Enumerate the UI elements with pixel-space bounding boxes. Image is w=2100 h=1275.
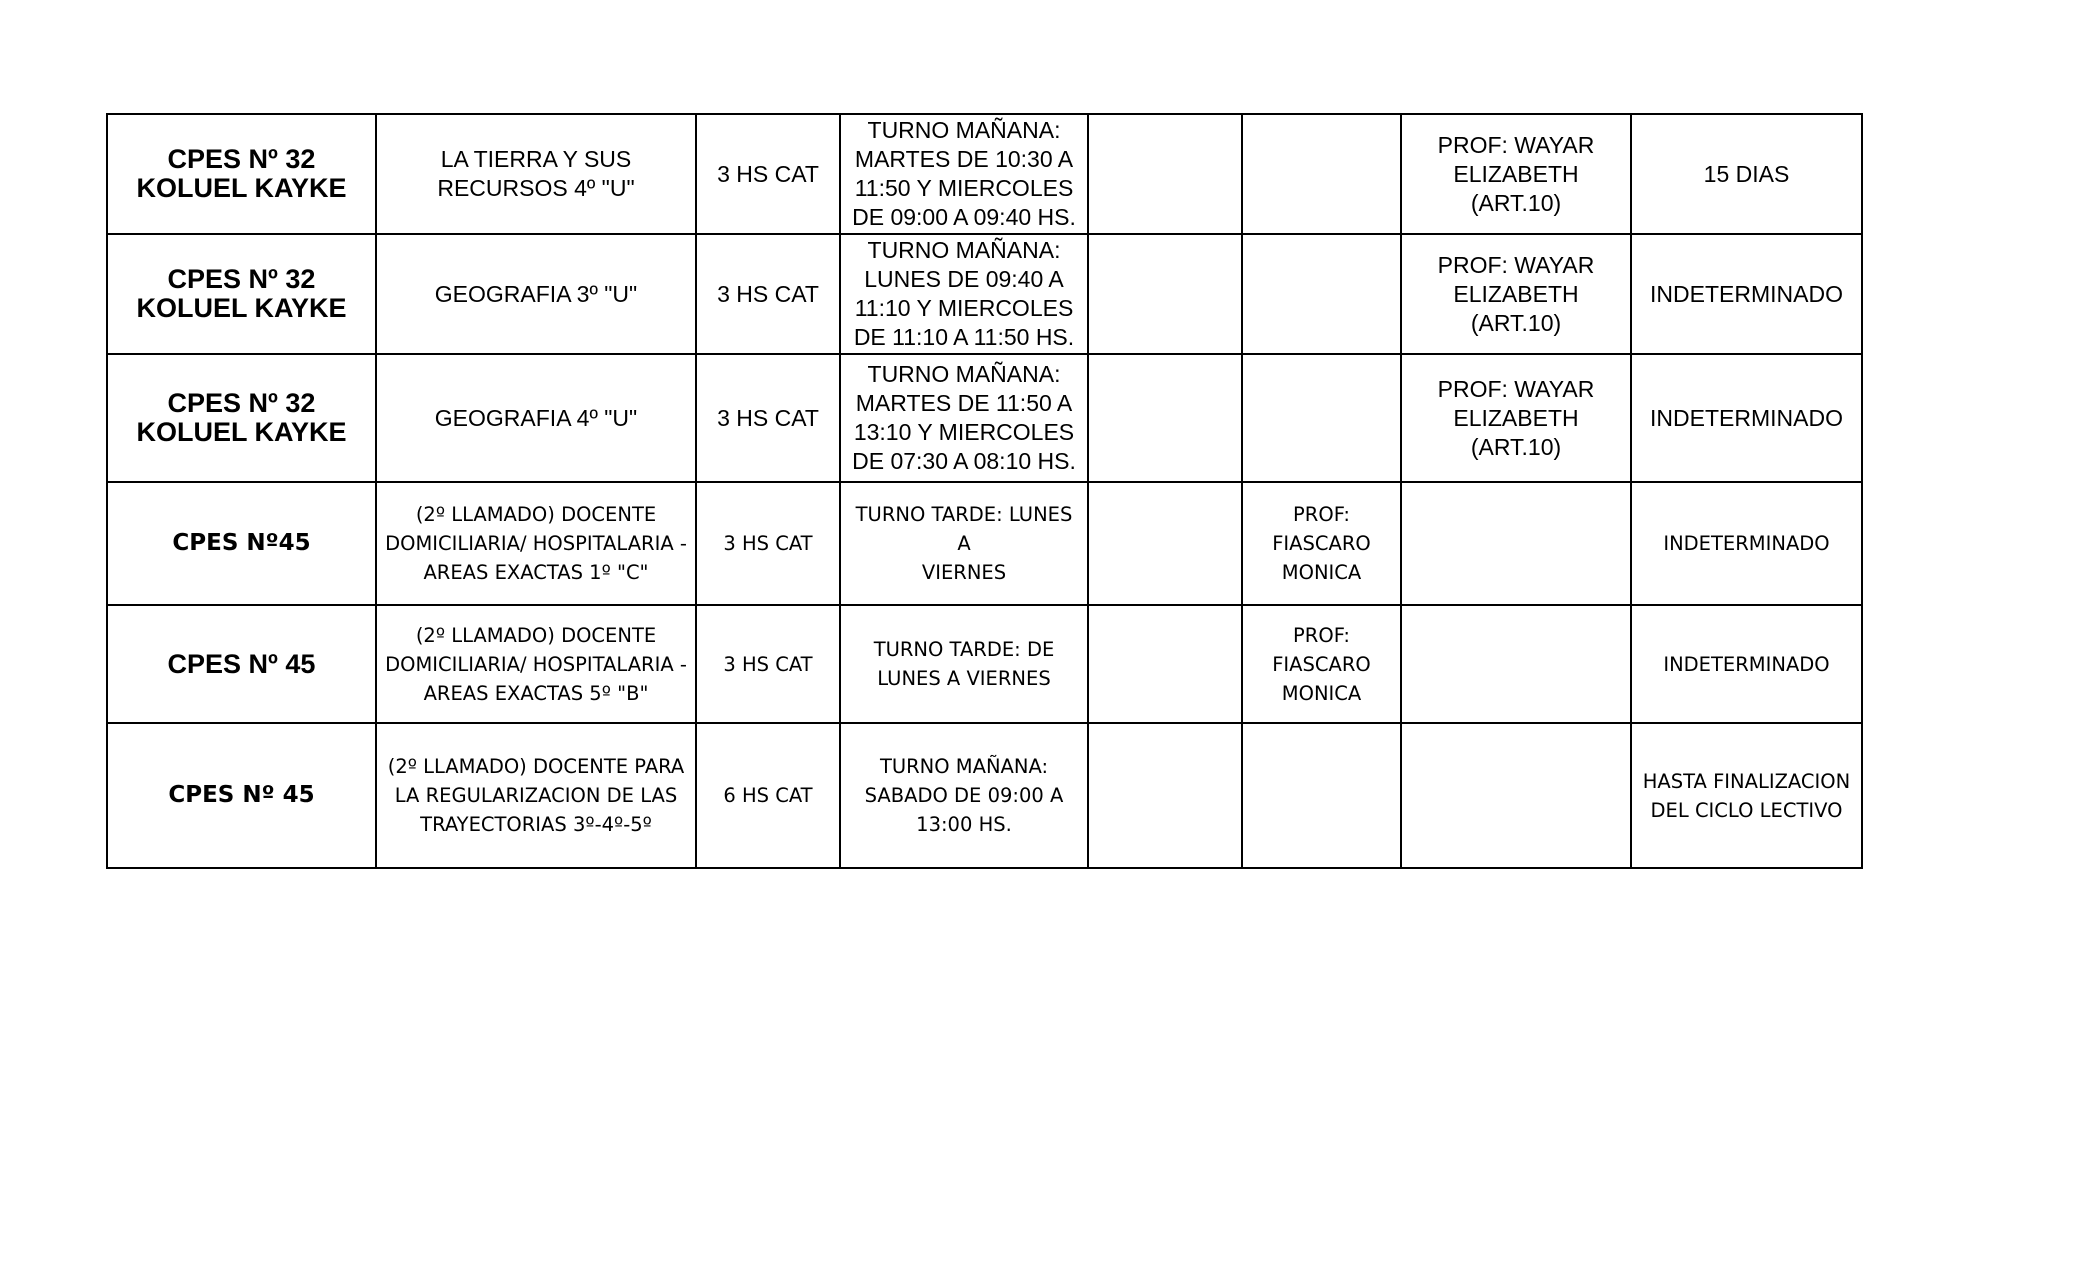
table-row xyxy=(107,482,1862,605)
empty-cell xyxy=(1088,114,1242,234)
previous-teacher-cell xyxy=(1242,114,1401,234)
empty-cell xyxy=(1088,723,1242,868)
schedule-cell: TURNO MAÑANA: MARTES DE 10:30 A 11:50 Y MIERCOLES DE 09:00 A 09:40 HS. xyxy=(840,114,1088,234)
duration-cell: HASTA FINALIZACION DEL CICLO LECTIVO xyxy=(1631,723,1862,868)
subject-cell: GEOGRAFIA 3º "U" xyxy=(376,234,696,354)
duration-cell: INDETERMINADO xyxy=(1631,234,1862,354)
hours-cell: 3 HS CAT xyxy=(696,234,840,354)
table-row xyxy=(107,354,1862,482)
vacancies-table xyxy=(106,113,1863,869)
school-cell: CPES Nº 32 KOLUEL KAYKE xyxy=(107,354,376,482)
table-row xyxy=(107,723,1862,868)
hours-cell: 3 HS CAT xyxy=(696,482,840,605)
teacher-cell: PROF: WAYAR ELIZABETH (ART.10) xyxy=(1401,114,1631,234)
duration-cell: INDETERMINADO xyxy=(1631,354,1862,482)
duration-cell: 15 DIAS xyxy=(1631,114,1862,234)
school-cell: CPES Nº 45 xyxy=(107,723,376,868)
subject-cell: (2º LLAMADO) DOCENTE PARA LA REGULARIZACION DE LAS TRAYECTORIAS 3º-4º-5º xyxy=(376,723,696,868)
schedule-cell: TURNO MAÑANA: LUNES DE 09:40 A 11:10 Y MIERCOLES DE 11:10 A 11:50 HS. xyxy=(840,234,1088,354)
hours-cell: 3 HS CAT xyxy=(696,114,840,234)
teacher-cell xyxy=(1401,605,1631,723)
schedule-cell: TURNO MAÑANA: MARTES DE 11:50 A 13:10 Y MIERCOLES DE 07:30 A 08:10 HS. xyxy=(840,354,1088,482)
subject-cell: (2º LLAMADO) DOCENTE DOMICILIARIA/ HOSPITALARIA - AREAS EXACTAS 5º "B" xyxy=(376,605,696,723)
table-row xyxy=(107,114,1862,234)
hours-cell: 3 HS CAT xyxy=(696,354,840,482)
empty-cell xyxy=(1088,234,1242,354)
previous-teacher-cell xyxy=(1242,354,1401,482)
schedule-cell: TURNO TARDE: DE LUNES A VIERNES xyxy=(840,605,1088,723)
subject-cell: GEOGRAFIA 4º "U" xyxy=(376,354,696,482)
school-cell: CPES Nº45 xyxy=(107,482,376,605)
empty-cell xyxy=(1088,354,1242,482)
school-cell: CPES Nº 32 KOLUEL KAYKE xyxy=(107,234,376,354)
schedule-cell: TURNO MAÑANA: SABADO DE 09:00 A 13:00 HS. xyxy=(840,723,1088,868)
subject-cell: LA TIERRA Y SUS RECURSOS 4º "U" xyxy=(376,114,696,234)
subject-cell: (2º LLAMADO) DOCENTE DOMICILIARIA/ HOSPITALARIA - AREAS EXACTAS 1º "C" xyxy=(376,482,696,605)
teacher-cell xyxy=(1401,723,1631,868)
table-row xyxy=(107,234,1862,354)
table-row xyxy=(107,605,1862,723)
previous-teacher-cell: PROF: FIASCARO MONICA xyxy=(1242,482,1401,605)
hours-cell: 3 HS CAT xyxy=(696,605,840,723)
school-cell: CPES Nº 32 KOLUEL KAYKE xyxy=(107,114,376,234)
teacher-cell: PROF: WAYAR ELIZABETH (ART.10) xyxy=(1401,234,1631,354)
duration-cell: INDETERMINADO xyxy=(1631,482,1862,605)
previous-teacher-cell xyxy=(1242,723,1401,868)
teacher-cell: PROF: WAYAR ELIZABETH (ART.10) xyxy=(1401,354,1631,482)
empty-cell xyxy=(1088,605,1242,723)
teacher-cell xyxy=(1401,482,1631,605)
empty-cell xyxy=(1088,482,1242,605)
previous-teacher-cell xyxy=(1242,234,1401,354)
school-cell: CPES Nº 45 xyxy=(107,605,376,723)
schedule-cell: TURNO TARDE: LUNES A VIERNES xyxy=(840,482,1088,605)
hours-cell: 6 HS CAT xyxy=(696,723,840,868)
duration-cell: INDETERMINADO xyxy=(1631,605,1862,723)
previous-teacher-cell: PROF: FIASCARO MONICA xyxy=(1242,605,1401,723)
